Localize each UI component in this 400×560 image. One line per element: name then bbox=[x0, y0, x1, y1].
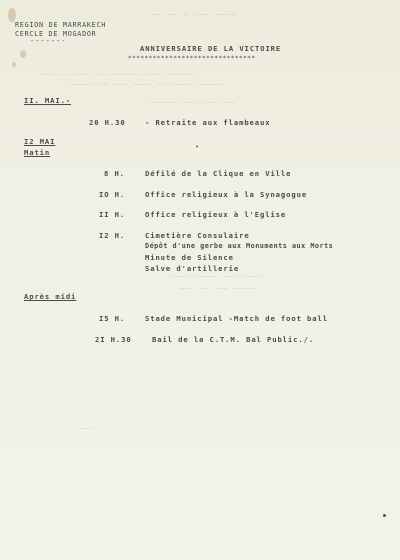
org-line-2: CERCLE DE MOGADOR bbox=[15, 30, 97, 38]
time-2130: 2I H.30 bbox=[95, 335, 132, 344]
event-1200-line-4: Salve d'artillerie bbox=[145, 264, 240, 273]
event-1200-line-1: Cimetière Consulaire bbox=[145, 231, 250, 240]
event-2130: Bail de la C.T.M. Bal Public./. bbox=[152, 335, 315, 344]
event-may11: - Retraite aux flambeaux bbox=[145, 118, 271, 127]
time-1000: IO H. bbox=[99, 190, 126, 199]
event-1100: Office religieux à l'Eglise bbox=[145, 210, 287, 219]
time-0800: 8 H. bbox=[104, 169, 125, 178]
date-may-12: I2 MAI bbox=[24, 137, 56, 146]
punch-mark bbox=[383, 514, 386, 517]
org-line-1: REGION DE MARRAKECH bbox=[15, 21, 107, 29]
document-title: ANNIVERSAIRE DE LA VICTOIRE bbox=[140, 44, 282, 53]
time-1100: II H. bbox=[99, 210, 126, 219]
time-1500: I5 H. bbox=[99, 314, 126, 323]
event-1200-line-2: Dépôt d'une gerbe aux Monuments aux Morts bbox=[145, 242, 334, 250]
time-may11: 20 H.30 bbox=[89, 118, 126, 127]
margin-mark: • bbox=[195, 143, 200, 151]
time-1200: I2 H. bbox=[99, 231, 126, 240]
org-rule: ------- bbox=[30, 37, 67, 45]
period-morning: Matin bbox=[24, 148, 51, 157]
date-may-11: II. MAI.- bbox=[24, 96, 72, 105]
title-rule: ******************************* bbox=[128, 55, 256, 62]
event-0800: Défilé de la Clique en Ville bbox=[145, 169, 292, 178]
show-through-texture: —————— ——— ——— ——— bbox=[150, 98, 237, 106]
show-through-texture: ——— bbox=[80, 424, 95, 432]
rust-stain bbox=[20, 50, 26, 58]
rust-stain bbox=[12, 62, 16, 67]
event-1500: Stade Municipal -Match de foot ball bbox=[145, 314, 328, 323]
show-through-texture: —— —— — ——— ———— bbox=[150, 10, 237, 19]
show-through-texture: ————— —— ——— ———— —— ————— ————— bbox=[70, 80, 225, 88]
event-1200-line-3: Minute de Silence bbox=[145, 253, 234, 262]
show-through-texture: ——— —— ——— —— ——————— ——— —————— bbox=[40, 70, 195, 78]
show-through-texture: ———— ————— ——— ———— bbox=[170, 272, 262, 280]
show-through-texture: ——— —— ——— ————— bbox=[180, 284, 258, 292]
period-afternoon: Après midi bbox=[24, 292, 77, 301]
rust-stain bbox=[8, 8, 16, 22]
event-1000: Office religieux à la Synagogue bbox=[145, 190, 308, 199]
